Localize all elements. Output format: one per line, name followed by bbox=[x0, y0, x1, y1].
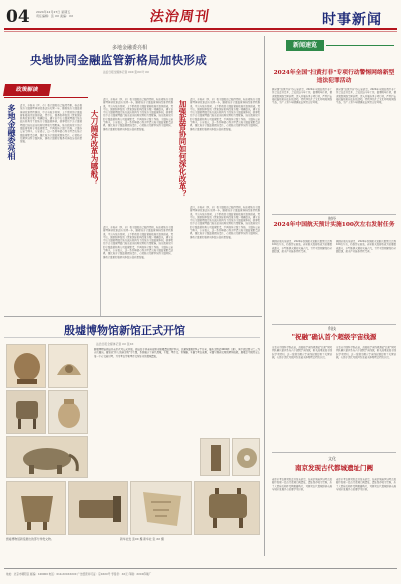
lead-kicker: 多地金融委亮相 bbox=[112, 45, 148, 51]
bronze-ding-icon bbox=[195, 482, 260, 535]
artifact-photo-11 bbox=[194, 481, 260, 535]
news-flash-stripe bbox=[326, 45, 394, 46]
museum-headline: 殷墟博物馆新馆正式开馆 bbox=[64, 324, 185, 337]
divider bbox=[272, 214, 396, 215]
lead-body-col-3b: 近日，多地省（区、市）委金融委员会陆续亮相，标志着地方金融管理体制改革迈出关键一步。随着地方金融监管体制改革持续推进，中央与地方协同、上下联动的金融监管新格局正加快形成。党中央、国务院印发的《党和国家机构改革方案》明确提出，建立以中央金融管理部门地方派出机构为主的地方金融监管体制，统筹优化中央金融管理部门地方派出机构设置和力量配备。地方政府设立的金融监管机构专司监管职责，不再加挂金融工作局、金融办公室等牌子。专家表示，这一系列举措有利于厘清央地金融监管职责边界，强化地方金融监管属地责任，有效防范化解区域性金融风险，推动金融更好服务实体经济高质量发展。 bbox=[190, 206, 260, 239]
lead-body-col-2b: 近日，多地省（区、市）委金融委员会陆续亮相，标志着地方金融管理体制改革迈出关键一步。随着地方金融监管体制改革持续推进，中央与地方协同、上下联动的金融监管新格局正加快形成。党中央、国务院印发的《党和国家机构改革方案》明确提出，建立以中央金融管理部门地方派出机构为主的地方金融监管体制，统筹优化中央金融管理部门地方派出机构设置和力量配备。地方政府设立的金融监管机构专司监管职责，不再加挂金融工作局、金融办公室等牌子。专家表示，这一系列举措有利于厘清央地金融监管职责边界，强化地方金融监管属地责任，有效防范化解区域性金融风险，推动金融更好服务实体经济高质量发展。 bbox=[103, 226, 173, 259]
artifact-photo-6 bbox=[200, 438, 230, 476]
news-item-4-section: 文化 bbox=[328, 456, 336, 461]
news-item-4-headline: 南京发现古代都城遗址门阙 bbox=[295, 464, 373, 472]
jade-disc-icon bbox=[233, 439, 260, 476]
news-item-2-body: 据国家航天局消息，2024年我国航天发射次数预计达到100次左右，将创历史新高。商业航天发射将成为重要组成部分，多型新研火箭将实施首飞，卫星互联网建设将全面提速，航天产业链条持续完善。 bbox=[272, 240, 332, 253]
lead-body-col-1: 近日，多地省（区、市）委金融委员会陆续亮相，标志着地方金融管理体制改革迈出关键一步。随着地方金融监管体制改革持续推进，中央与地方协同、上下联动的金融监管新格局正加快形成。党中央、国务院印发的《党和国家机构改革方案》明确提出，建立以中央金融管理部门地方派出机构为主的地方金融监管体制，统筹优化中央金融管理部门地方派出机构设置和力量配备。地方政府设立的金融监管机构专司监管职责，不再加挂金融工作局、金融办公室等牌子。专家表示，这一系列举措有利于厘清央地金融监管职责边界，强化地方金融监管属地责任，有效防范化解区域性金融风险，推动金融更好服务实体经济高质量发展。 bbox=[20, 104, 82, 144]
oracle-bone-icon bbox=[131, 482, 192, 535]
divider bbox=[272, 324, 396, 325]
news-item-4-body-b: 南京市考古研究院近日发布消息，在南京城南区域考古发掘中发现一处古代都城门阙遗址，遗址保存较为完整，出土大量砖瓦构件及陶瓷器残片，对研究古代都城形制布局与城市发展具有重要学术价值。 bbox=[336, 478, 396, 491]
bronze-figure-icon bbox=[201, 439, 230, 476]
divider bbox=[272, 452, 396, 453]
artifact-photo-2 bbox=[48, 344, 88, 388]
news-item-4-body: 南京市考古研究院近日发布消息，在南京城南区域考古发掘中发现一处古代都城门阙遗址，遗址保存较为完整，出土大量砖瓦构件及陶瓷器残片，对研究古代都城形制布局与城市发展具有重要学术价值。 bbox=[272, 478, 332, 491]
museum-article bbox=[0, 318, 262, 558]
masthead-logo: 法治周刊 bbox=[148, 9, 211, 25]
lead-vertical-title: 多地金融委亮相 bbox=[7, 104, 17, 160]
elephant-statue-icon bbox=[7, 437, 88, 478]
lead-side-title-1: 大刀阔斧改革为哪般？ bbox=[90, 110, 99, 185]
main-divider bbox=[264, 36, 265, 556]
artifact-photo-7 bbox=[232, 438, 260, 476]
lead-tag-underline bbox=[4, 97, 88, 98]
museum-headline-rule bbox=[4, 337, 260, 338]
news-flash bbox=[268, 36, 398, 556]
masthead-rule bbox=[4, 28, 397, 30]
news-item-1-body: 据全国"扫黄打非"办公室消息，2024年全国扫黄打非工作会议近日召开，会议总结今年工作，部署明年任务，要求聚焦网络空间治理，深入开展各类专项行动，严厉打击侵权盗版和非法出版活动，持续净化社会文化环境和网络生态，为广大青少年健康成长营造良好环境。 bbox=[272, 88, 332, 105]
news-item-1-headline: 2024年全国"扫黄打非"专项行动警惕网络新型违法犯罪活动 bbox=[273, 70, 395, 84]
artifact-photo-5 bbox=[6, 436, 88, 478]
museum-photo-credit: 新华社发 张XX 摄 新华社 张 XX 摄 bbox=[120, 537, 164, 541]
pottery-icon bbox=[49, 391, 88, 434]
news-item-3-body-b: 记者从中国科学院获悉，高海拔宇宙线观测站"拉索"研究团队确认银河系内首个超级宇宙线源，相关成果发表于国际学术期刊。这一发现为揭示宇宙线起源提供了关键证据，有助于深化对银河系高能天体物理过程的认识。 bbox=[336, 346, 396, 359]
news-item-2-body-b: 据国家航天局消息，2024年我国航天发射次数预计达到100次左右，将创历史新高。商业航天发射将成为重要组成部分，多型新研火箭将实施首飞，卫星互联网建设将全面提速，航天产业链条持续完善。 bbox=[336, 240, 396, 253]
news-item-2-headline: 2024年中国航天预计实施100次左右发射任务 bbox=[273, 222, 395, 228]
lead-article bbox=[0, 36, 262, 326]
artifact-photo-4 bbox=[48, 390, 88, 434]
tripod-icon bbox=[7, 391, 46, 434]
museum-caption: 殷墟博物馆新馆展出的部分珍贵文物。 bbox=[6, 537, 54, 541]
lead-side-title-2: 加强监管协同如何深化改革？ bbox=[178, 100, 187, 198]
artifact-photo-1 bbox=[6, 344, 46, 388]
news-item-1-section bbox=[334, 64, 335, 69]
news-item-1-body-b: 据全国"扫黄打非"办公室消息，2024年全国扫黄打非工作会议近日召开，会议总结今年工作，部署明年任务，要求聚焦网络空间治理，深入开展各类专项行动，严厉打击侵权盗版和非法出版活动，持续净化社会文化环境和网络生态，为广大青少年健康成长营造良好环境。 bbox=[336, 88, 396, 105]
lead-body-col-3: 近日，多地省（区、市）委金融委员会陆续亮相，标志着地方金融管理体制改革迈出关键一步。随着地方金融监管体制改革持续推进，中央与地方协同、上下联动的金融监管新格局正加快形成。党中央、国务院印发的《党和国家机构改革方案》明确提出，建立以中央金融管理部门地方派出机构为主的地方金融监管体制，统筹优化中央金融管理部门地方派出机构设置和力量配备。地方政府设立的金融监管机构专司监管职责，不再加挂金融工作局、金融办公室等牌子。专家表示，这一系列举措有利于厘清央地金融监管职责边界，强化地方金融监管属地责任，有效防范化解区域性金融风险，推动金融更好服务实体经济高质量发展。 bbox=[190, 98, 260, 131]
ritual-vessel-icon bbox=[7, 482, 66, 535]
news-item-2-section: 财经 bbox=[328, 216, 336, 221]
masthead-thin-rule bbox=[4, 31, 397, 32]
lead-tag: 政策解读 bbox=[3, 84, 51, 96]
ceremonial-axe-icon bbox=[69, 482, 128, 535]
museum-body: 殷墟博物馆新馆日前正式对公众开放。新馆位于河南省安阳市殷墟遗址保护区内，总建筑面积约5万平方米，展出文物近4000件（套），其中超过四分之三为首次展出。展览以"伟大的商文明"为主题，系统展示了商代都城、王陵、甲骨文、青铜器、玉器等考古成果，全面呈现商文明的辉煌成就。殷墟是中国历史上第一个有文献可考、并为考古学和甲骨文所证实的都城遗址。 bbox=[94, 348, 260, 358]
artifact-photo-8 bbox=[6, 481, 66, 535]
lead-headline: 央地协同金融监管新格局加快形成 bbox=[30, 53, 207, 67]
news-item-3-section: 科技 bbox=[328, 326, 336, 331]
artifact-photo-9 bbox=[68, 481, 128, 535]
date-line: 2024年12月27日 星期五 责任编辑：张 XX 美编：XX bbox=[36, 10, 74, 19]
section-title: 时事新闻 bbox=[322, 12, 382, 28]
lead-body-col-2: 近日，多地省（区、市）委金融委员会陆续亮相，标志着地方金融管理体制改革迈出关键一步。随着地方金融监管体制改革持续推进，中央与地方协同、上下联动的金融监管新格局正加快形成。党中央、国务院印发的《党和国家机构改革方案》明确提出，建立以中央金融管理部门地方派出机构为主的地方金融监管体制，统筹优化中央金融管理部门地方派出机构设置和力量配备。地方政府设立的金融监管机构专司监管职责，不再加挂金融工作局、金融办公室等牌子。专家表示，这一系列举措有利于厘清央地金融监管职责边界，强化地方金融监管属地责任，有效防范化解区域性金融风险，推动金融更好服务实体经济高质量发展。 bbox=[103, 98, 173, 131]
jade-ornament-icon bbox=[49, 345, 88, 388]
footer-rule bbox=[4, 568, 397, 569]
section-divider bbox=[4, 316, 262, 317]
lead-byline: 法治日报全媒体记者 XXX 张XX 叶 XX bbox=[103, 70, 149, 74]
bronze-vessel-icon bbox=[7, 345, 46, 388]
news-item-3-headline: "祝融"确认首个超级宇宙线源 bbox=[291, 333, 377, 341]
divider bbox=[100, 106, 101, 316]
page-number: 04 bbox=[6, 7, 30, 27]
masthead bbox=[0, 0, 401, 38]
news-flash-label: 新闻速览 bbox=[286, 40, 324, 51]
museum-byline: 法治日报全媒体记者 XX 张XX bbox=[96, 342, 134, 346]
artifact-photo-3 bbox=[6, 390, 46, 434]
news-item-3-body: 记者从中国科学院获悉，高海拔宇宙线观测站"拉索"研究团队确认银河系内首个超级宇宙线源，相关成果发表于国际学术期刊。这一发现为揭示宇宙线起源提供了关键证据，有助于深化对银河系高能天体物理过程的认识。 bbox=[272, 346, 332, 359]
artifact-photo-10 bbox=[130, 481, 192, 535]
footer-info: 地址：北京市朝阳区 邮编：100000 电话：010-XXXXXXXX 广告经营许可证：京XXXX号 零售价：XX元 印刷：XXXX印刷厂 bbox=[6, 573, 152, 576]
